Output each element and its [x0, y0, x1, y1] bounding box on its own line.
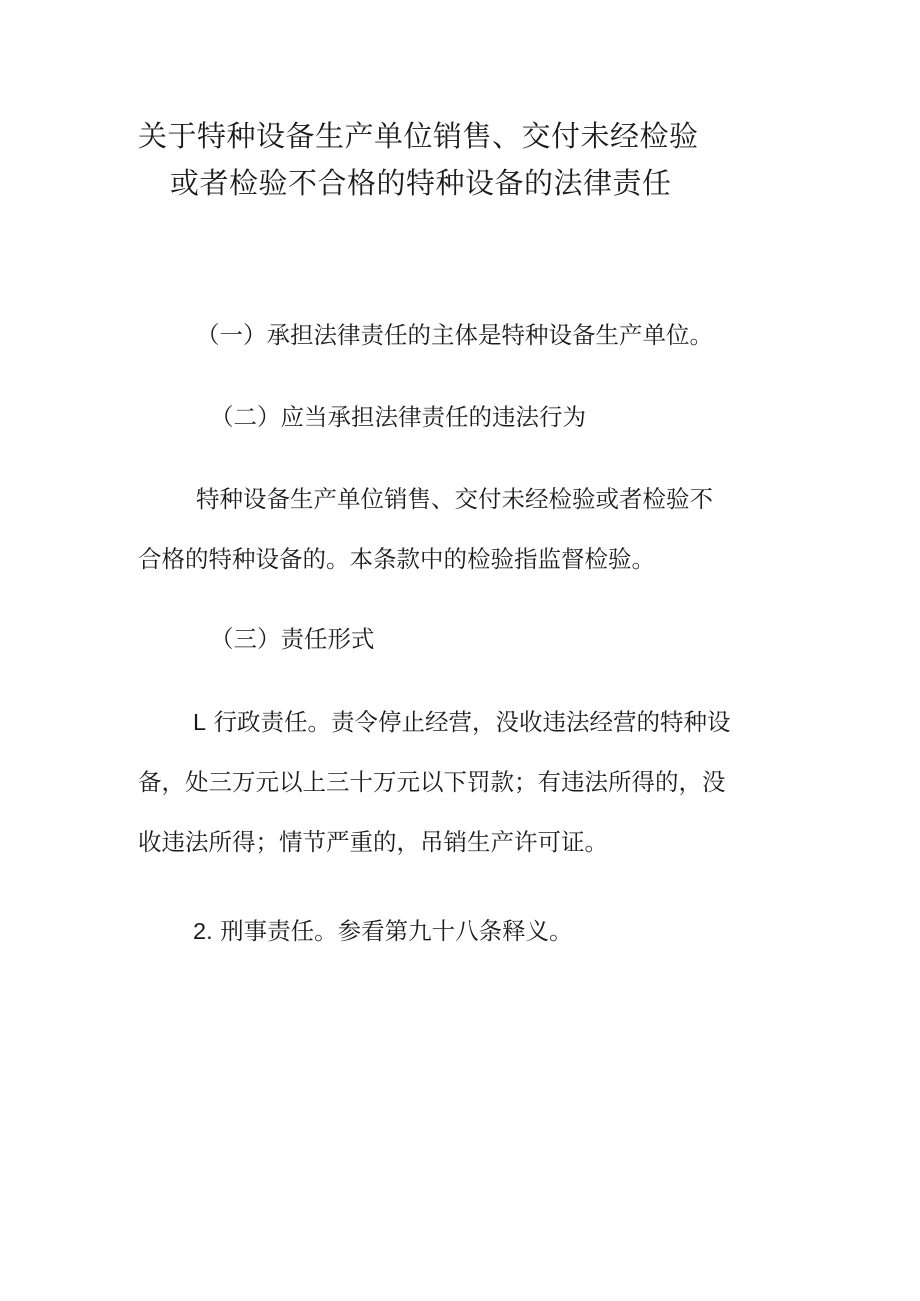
- section-1-heading: （一）承担法律责任的主体是特种设备生产单位。: [196, 321, 713, 349]
- title-line-1: 关于特种设备生产单位销售、交付未经检验: [138, 119, 699, 153]
- section-2-paragraph-line-1: 特种设备生产单位销售、交付未经检验或者检验不: [196, 485, 713, 513]
- section-2-heading: （二）应当承担法律责任的违法行为: [210, 403, 586, 431]
- item-1-line-3: 收违法所得；情节严重的，吊销生产许可证。: [138, 828, 608, 856]
- item-1-line-2: 备，处三万元以上三十万元以下罚款；有违法所得的，没: [138, 768, 726, 796]
- section-3-heading: （三）责任形式: [210, 625, 375, 653]
- item-1-line-1: [193, 705, 731, 739]
- item-2-marker: 2.: [193, 918, 213, 944]
- section-2-paragraph-line-2: 合格的特种设备的。本条款中的检验指监督检验。: [138, 545, 655, 573]
- title-line-2: 或者检验不合格的特种设备的法律责任: [170, 166, 672, 200]
- item-2-line: [193, 914, 573, 948]
- item-2-text: 刑事责任。参看第九十八条释义。: [220, 917, 573, 945]
- item-1-marker: L: [193, 709, 207, 735]
- item-1-line-1-text: 行政责任。责令停止经营，没收违法经营的特种设: [213, 708, 731, 736]
